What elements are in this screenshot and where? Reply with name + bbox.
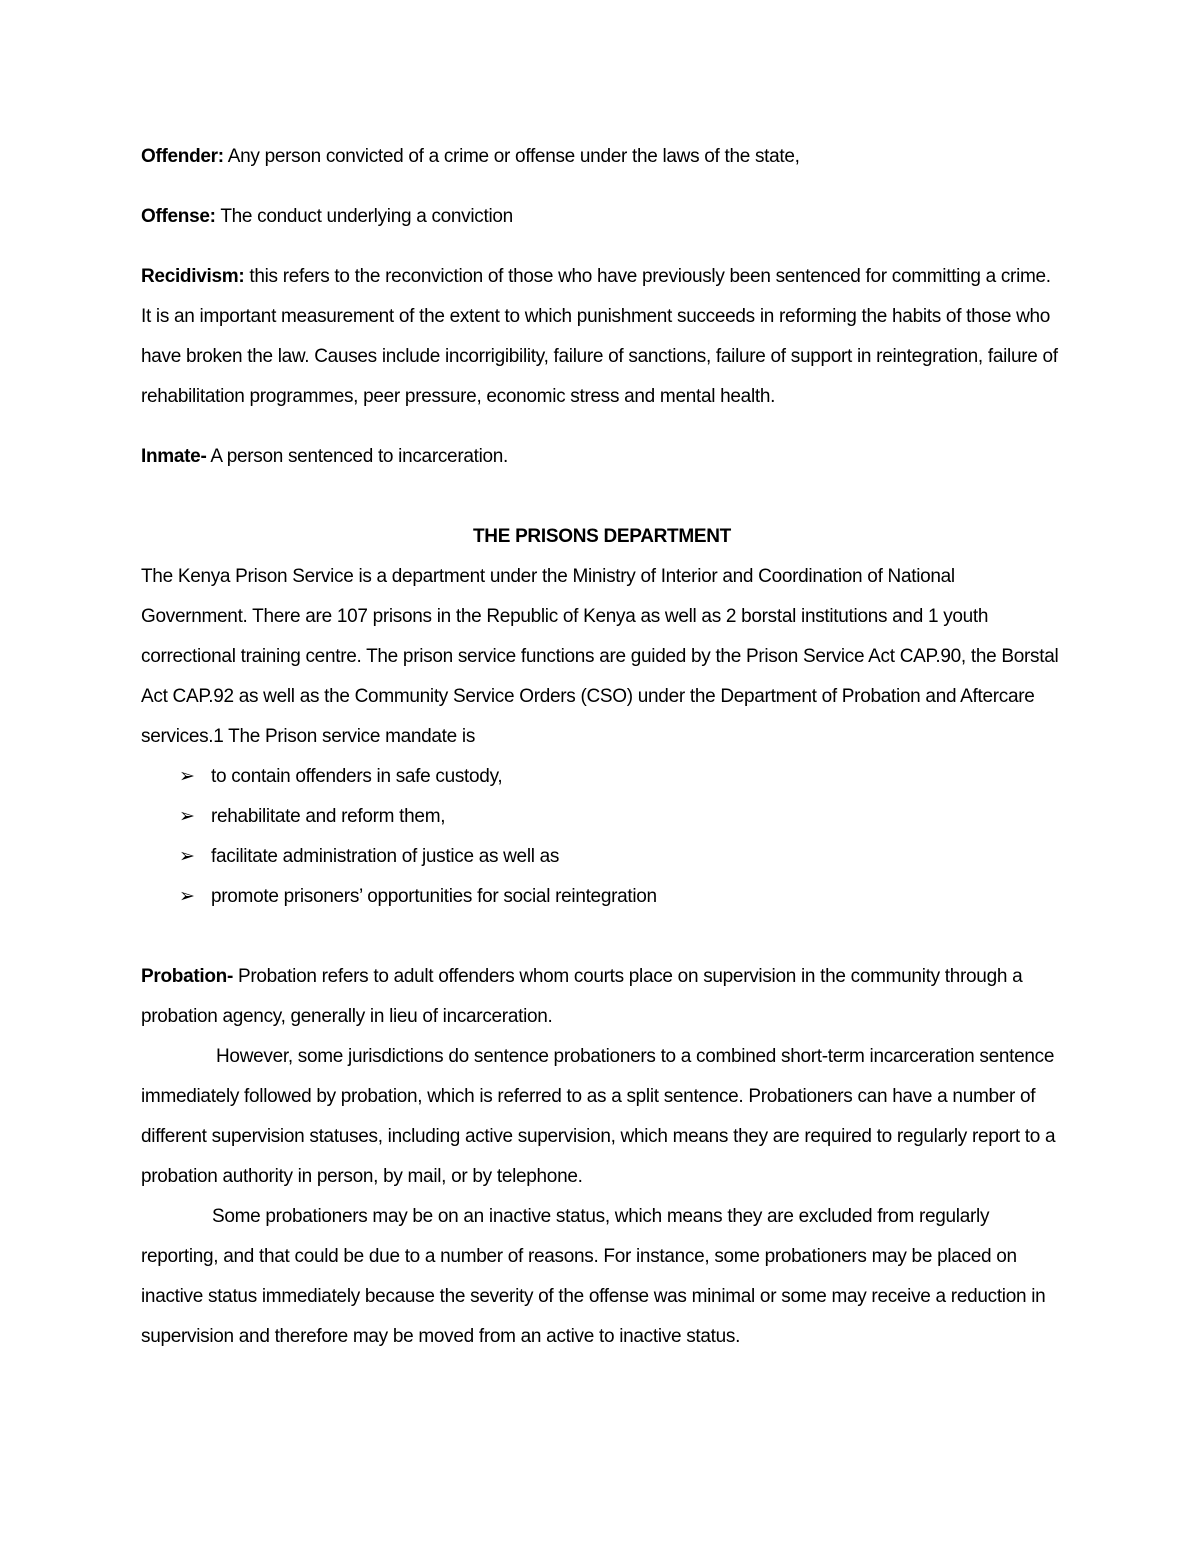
list-item — [141, 797, 1063, 837]
probation-paragraph-2: However, some jurisdictions do sentence probationers to a combined short-term incarceration sentence immediately followed by probation, which is referred to as a split sentence. Probationers can have a number of different supervision statuses, including active supervision, which means they are required to regularly report to a probation authority in person, by mail, or by telephone. — [141, 1046, 1056, 1187]
probation-text: Probation refers to adult offenders whom courts place on supervision in the community through a probation agency, generally in lieu of incarceration. — [141, 966, 1023, 1027]
offender-term: Offender: — [141, 146, 224, 167]
probation-paragraph-3: Some probationers may be on an inactive status, which means they are excluded from regularly reporting, and that could be due to a number of reasons. For instance, some probationers may be placed on inactive status immediately because the severity of the offense was minimal or some may receive a reduction in supervision and therefore may be moved from an active to inactive status. — [141, 1206, 1046, 1347]
list-item — [141, 757, 1063, 797]
inmate-definition — [141, 437, 1063, 477]
list-item — [141, 837, 1063, 877]
list-item-text: promote prisoners’ opportunities for social reintegration — [211, 886, 657, 907]
arrow-bullet-icon: ➢ — [179, 806, 195, 827]
section-heading: THE PRISONS DEPARTMENT — [472, 526, 731, 547]
offense-definition — [141, 197, 1063, 237]
offense-term: Offense: — [141, 206, 216, 227]
recidivism-definition — [141, 257, 1063, 417]
offender-definition — [141, 137, 1063, 177]
arrow-bullet-icon: ➢ — [179, 886, 195, 907]
offender-text: Any person convicted of a crime or offense under the laws of the state, — [227, 146, 800, 167]
recidivism-text: this refers to the reconviction of those who have previously been sentenced for committing a crime. It is an important measurement of the extent to which punishment succeeds in reforming the habits of those who have broken the law. Causes include incorrigibility, failure of sanctions, failure of support in reintegration, failure of rehabilitation programmes, peer pressure, economic stress and mental health. — [141, 266, 1058, 407]
inmate-term: Inmate- — [141, 446, 207, 467]
document-page — [141, 137, 1063, 1357]
arrow-bullet-icon: ➢ — [179, 846, 195, 867]
list-item-text: facilitate administration of justice as well as — [211, 846, 560, 867]
list-item — [141, 877, 1063, 917]
list-item-text: rehabilitate and reform them, — [211, 806, 446, 827]
mandate-list — [141, 757, 1063, 917]
recidivism-term: Recidivism: — [141, 266, 245, 287]
offense-text: The conduct underlying a conviction — [220, 206, 513, 227]
probation-definition — [141, 957, 1063, 1037]
probation-term: Probation- — [141, 966, 233, 987]
list-item-text: to contain offenders in safe custody, — [211, 766, 503, 787]
prisons-intro: The Kenya Prison Service is a department under the Ministry of Interior and Coordination of National Government. There are 107 prisons in the Republic of Kenya as well as 2 borstal institutions and 1 youth correctional training centre. The prison service functions are guided by the Prison Service Act CAP.90, the Borstal Act CAP.92 as well as the Community Service Orders (CSO) under the Department of Probation and Aftercare services.1 The Prison service mandate is — [141, 566, 1059, 747]
arrow-bullet-icon: ➢ — [179, 766, 195, 787]
inmate-text: A person sentenced to incarceration. — [210, 446, 509, 467]
